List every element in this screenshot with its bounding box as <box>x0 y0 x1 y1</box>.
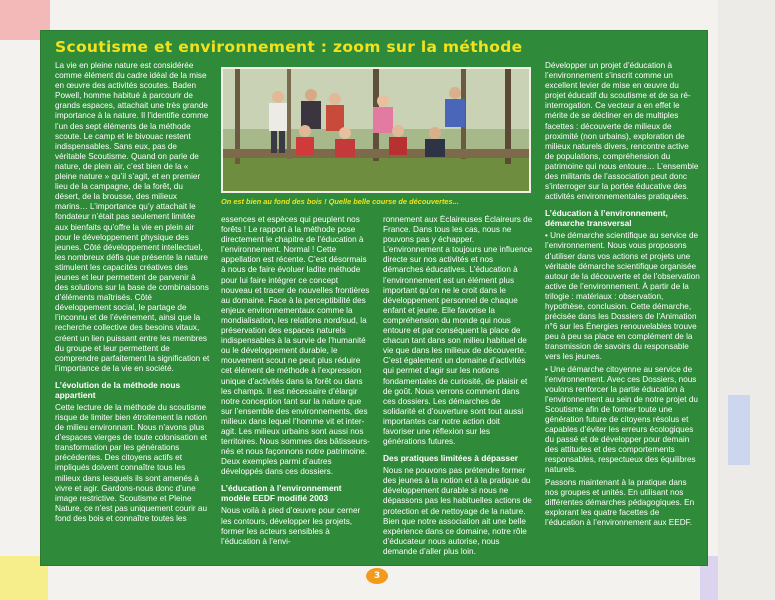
photo-illustration <box>223 69 529 191</box>
photo-caption: On est bien au fond des bois ! Quelle belle course de découvertes... <box>221 197 459 206</box>
column-2 <box>221 215 371 561</box>
paragraph: Passons maintenant à la pratique dans nos groupes et unités. En utilisant nos différentes démarches pédagogiques. En explorant les quatre facettes de l’éducation à l’environnement aux EEDF. <box>545 477 695 527</box>
section-heading: L’éducation à l’environnement, démarche transversal <box>545 208 668 229</box>
paragraph: essences et espèces qui peuplent nos forêts ! Le rapport à la méthode pose directement le chapitre de l’éducation à l’environnement. Normal ! Cette appellation est récente. C’est désormais à nous de faire évoluer ladite méthode pour lui faire intégrer ce concept nouveau et tracer de nouvelles frontières au domaine. Face à la perceptibilité des enjeux environnementaux comme la mondialisation, les relations nord/sud, la préservation des espaces naturels indispensables à la survie de l’humanité ou le développement durable, le mouvement scout ne peut plus réduire cet élément de méthode à l’expression unique d’activités dans la forêt ou dans les champs. Il est nécessaire d’élargir notre conception tant sur la nature que sur l’ensemble des environnements, des milieux dans lequel l’homme vit et inter-agit. Les milieux urbains sont aussi nos territoires. Nous sommes des bâtisseurs-nés et nous façonnons notre patrimoine. Deux exemples parmi d’autres développés dans ces dossiers. <box>221 215 370 477</box>
section-heading: L’éducation à l’environnement modèle EEDF modifié 2003 <box>221 483 342 504</box>
right-page-edge <box>718 0 775 600</box>
paragraph: • Une démarche citoyenne au service de l’environnement. Avec ces Dossiers, nous voulons renforcer la partie éducation à l’environnement au sein de notre projet du Scoutisme afin de former toute une génération future de citoyens résolus et capables d’éviter les erreurs écologiques du passé et de développer pour demain des attitudes et des comportements responsables, respectueux des équilibres naturels. <box>545 364 698 475</box>
paragraph: Développer un projet d’éducation à l’environnement s’inscrit comme un excellent levier de mise en œuvre du projet éducatif du scoutisme et de sa ré-interrogation. Ce vecteur a en effet le mérite de se décliner en de multiples facettes : découverte de milieux de proximité (non urbains), exploration de milieux naturels divers, rencontre active de populations, compréhension du patrimoine qui nous entoure… L’ensemble des militants de l’association peut donc s’interroger sur la portée éducative des activités environnementales pratiquées. <box>545 61 699 202</box>
column-3 <box>383 215 533 561</box>
paragraph: Nous voilà à pied d’œuvre pour cerner les contours, développer les projets, former les acteurs sensibles à l’éducation à l’envi- <box>221 506 361 546</box>
column-4 <box>545 61 700 561</box>
article-title: Scoutisme et environnement : zoom sur la méthode <box>55 38 523 56</box>
paragraph: Cette lecture de la méthode du scoutisme risque de limiter bien étroitement la notion de milieu environnant. Nous n’avons plus d’espaces vierges de toute colonisation et transformation par les générations précédentes. Des citoyens actifs et impliqués doivent connaître tous les milieux dans lesquels ils sont amenés à vivre et agir. Gardons-nous donc d’une image restrictive. Scoutisme et Pleine Nature, ce n’est pas uniquement courir au fond des bois et connaître toutes les <box>55 402 208 523</box>
paragraph: Nous ne pouvons pas prétendre former des jeunes à la notion et à la pratique du développement durable si nous ne dépassons pas les habituelles actions de protection et de nettoyage de la nature. Bien que notre association ait une belle expérience dans ce domaine, notre rôle d’éducateur nous autorise, nous demande d’aller plus loin. <box>383 466 532 556</box>
section-heading: L’évolution de la méthode nous appartient <box>55 379 181 400</box>
page-edge-tab <box>728 395 750 465</box>
page-number-badge: 3 <box>366 568 388 584</box>
paragraph: La vie en pleine nature est considérée comme élément du cadre idéal de la mise en œuvre des activités scoutes. Baden Powell, homme habitué à parcourir de grands espaces, attachait une très grande importance à la nature. Il l’identifie comme l’un des sept éléments de la méthode scoute. Le camp et le bivouac restent indispensables. Sans eux, pas de véritable Scoutisme. Quand on parle de nature, de plein air, c’est bien de la « pleine nature » qu’il s’agit, et en premier lieu de la campagne, de la forêt, du désert, de la brousse, des milieux marins… L’importance qu’y attachait le fondateur n’était pas seulement limitée aux bienfaits qu’offre la vie en plein air pour le développement physique des jeunes. Côté développement intellectuel, les nombreux défis que présente la nature stimulent les capacités créatives des jeunes et leur permettent de parvenir à des solutions sur la base de combinaisons d’éléments maîtrisés. Côté développement social, le partage de l’inconnu et de l’événement, ainsi que la recherche collective des besoins vitaux, créent un lien puissant entre les membres du groupe et leur permettent de comprendre parfaitement la signification et l’importance de la vie en société. <box>55 61 210 373</box>
paragraph: • Une démarche scientifique au service de l’environnement. Nous vous proposons d’utiliser dans vos actions et projets une véritable démarche scientifique organisée autour de la découverte et de l’observation active de l’environnement. À partir de la trilogie : matériaux : observation, hypothèse, conclusion. Cette démarche, précisée dans les Dossiers de l’Animation n°6 sur les Énergies renouvelables trouve peu à peu sa place en complément de la transmission de savoirs du responsable vers les jeunes. <box>545 231 700 362</box>
section-heading: Des pratiques limitées à dépasser <box>383 453 518 464</box>
article-panel <box>40 30 708 566</box>
scouts-group-photo <box>221 67 531 193</box>
column-1 <box>55 61 210 561</box>
paragraph: ronnement aux Éclaireuses Éclaireurs de France. Dans tous les cas, nous ne pouvons pas y échapper. L’environnement a toujours une influence directe sur nos activités et nos démarches éducatives. L’éducation à l’environnement est un élément plus important qu’on ne le croit dans le développement personnel de chaque enfant et jeune. Elle favorise la compréhension du monde qui nous entoure et par conséquent la place de chacun tant dans son milieu habituel de vie que dans les milieux de découverte. C’est également un domaine d’activités qui permet d’agir sur les notions fondamentales de curiosité, de plaisir et de goût. Nous verrons comment dans ces dossiers. Les démarches de solidarité et d’ouverture sont tout aussi importantes car notre action doit favoriser une réflexion sur les générations futures. <box>383 215 533 447</box>
